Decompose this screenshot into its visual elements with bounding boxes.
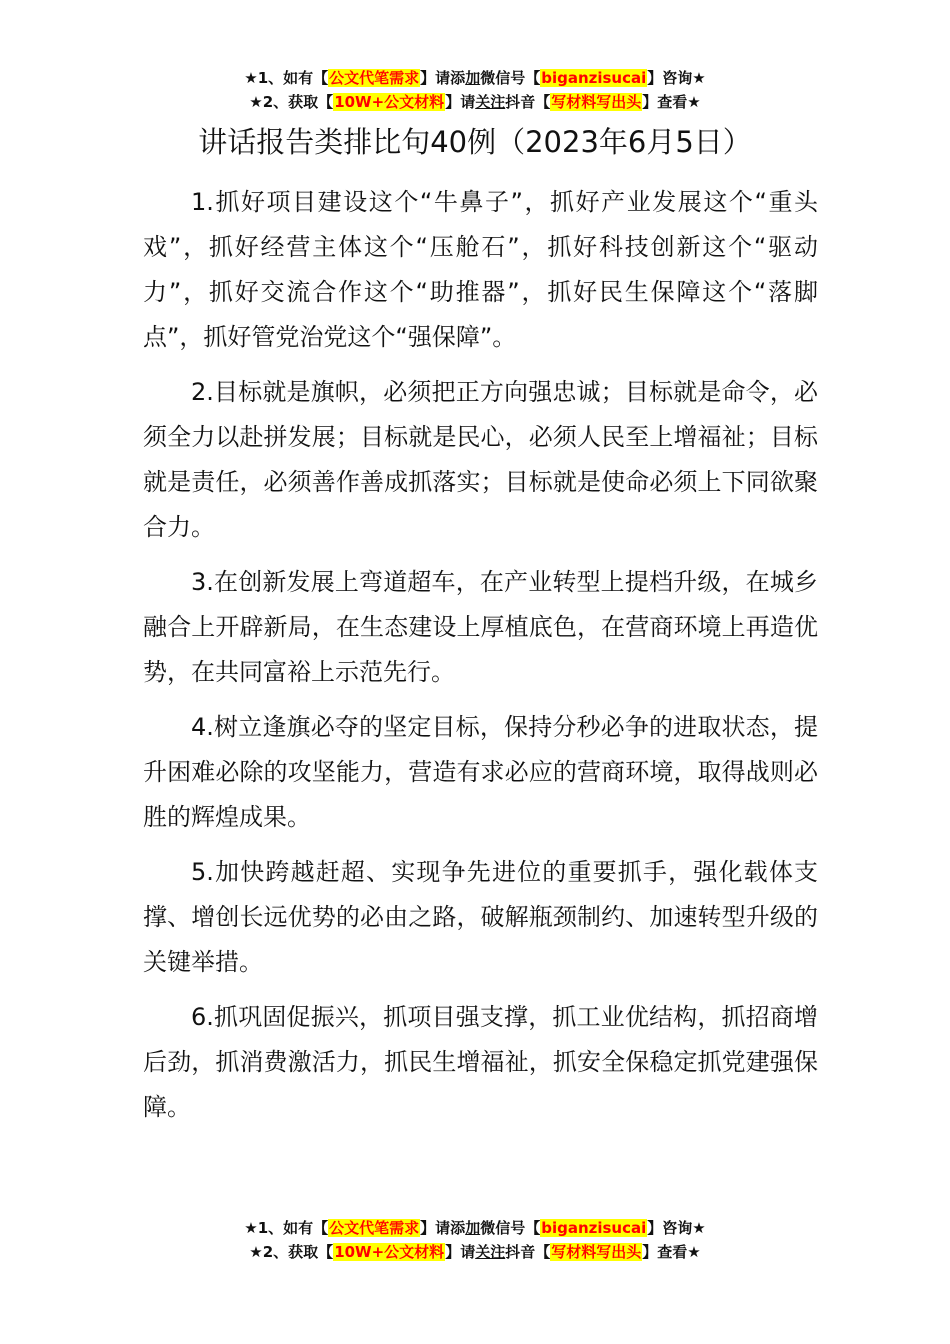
banner-line-1 (0, 66, 950, 90)
banner-text: 】请添 (420, 1219, 466, 1237)
banner-text: 抖音【 (505, 1243, 551, 1261)
banner-text: 】咨询★ (647, 69, 706, 87)
banner-highlight: 公文代笔需求 (329, 69, 420, 87)
paragraph: 2.目标就是旗帜，必须把正方向强忠诚；目标就是命令，必须全力以赴拼发展；目标就是民心，必须人民至上增福祉；目标就是责任，必须善作善成抓落实；目标就是使命必须上下同欲聚合力。 (143, 378, 818, 541)
banner-text: 微信号【 (480, 1219, 541, 1237)
banner-text: 抖音【 (505, 93, 551, 111)
banner-underlined-text: 加 (465, 1219, 481, 1237)
banner-text: 】查看★ (642, 93, 701, 111)
banner-highlight: biganzisucai (541, 69, 647, 87)
paragraph: 4.树立逢旗必夺的坚定目标，保持分秒必争的进取状态，提升困难必除的攻坚能力，营造有求必应的营商环境，取得战则必胜的辉煌成果。 (143, 713, 818, 831)
paragraph: 6.抓巩固促振兴，抓项目强支撑，抓工业优结构，抓招商增后劲，抓消费激活力，抓民生增福祉，抓安全保稳定抓党建强保障。 (143, 1003, 818, 1121)
banner-highlight: biganzisucai (541, 1219, 647, 1237)
paragraph: 5.加快跨越赶超、实现争先进位的重要抓手，强化载体支撑、增创长远优势的必由之路，破解瓶颈制约、加速转型升级的关键举措。 (143, 858, 818, 976)
banner-highlight: 写材料写出头 (551, 1243, 642, 1261)
banner-underlined-text: 关注 (475, 93, 506, 111)
banner-text: ★1、如有【 (244, 69, 329, 87)
document-title: 讲话报告类排比句40例（2023年6月5日） (198, 125, 752, 159)
banner-text: 】请 (445, 93, 476, 111)
banner-text: ★2、获取【 (249, 93, 334, 111)
banner-highlight: 10W+公文材料 (334, 93, 445, 111)
banner-text: ★1、如有【 (244, 1219, 329, 1237)
banner-text: ★2、获取【 (249, 1243, 334, 1261)
banner-line-1 (0, 1216, 950, 1240)
footer-banner (0, 1216, 950, 1264)
paragraph: 1.抓好项目建设这个“牛鼻子”，抓好产业发展这个“重头戏”，抓好经营主体这个“压舱石”，抓好科技创新这个“驱动力”，抓好交流合作这个“助推器”，抓好民生保障这个“落脚点”，抓好管党治党这个“强保障”。 (143, 188, 818, 351)
banner-text: 】咨询★ (647, 1219, 706, 1237)
banner-highlight: 写材料写出头 (551, 93, 642, 111)
banner-underlined-text: 加 (465, 69, 481, 87)
header-banner (0, 66, 950, 114)
document-body (143, 180, 818, 1140)
banner-text: 】请 (445, 1243, 476, 1261)
banner-underlined-text: 关注 (475, 1243, 506, 1261)
banner-highlight: 公文代笔需求 (329, 1219, 420, 1237)
banner-text: 】请添 (420, 69, 466, 87)
banner-line-2 (0, 1240, 950, 1264)
banner-line-2 (0, 90, 950, 114)
banner-text: 】查看★ (642, 1243, 701, 1261)
paragraph: 3.在创新发展上弯道超车，在产业转型上提档升级，在城乡融合上开辟新局，在生态建设上厚植底色，在营商环境上再造优势，在共同富裕上示范先行。 (143, 568, 818, 686)
banner-highlight: 10W+公文材料 (334, 1243, 445, 1261)
banner-text: 微信号【 (480, 69, 541, 87)
